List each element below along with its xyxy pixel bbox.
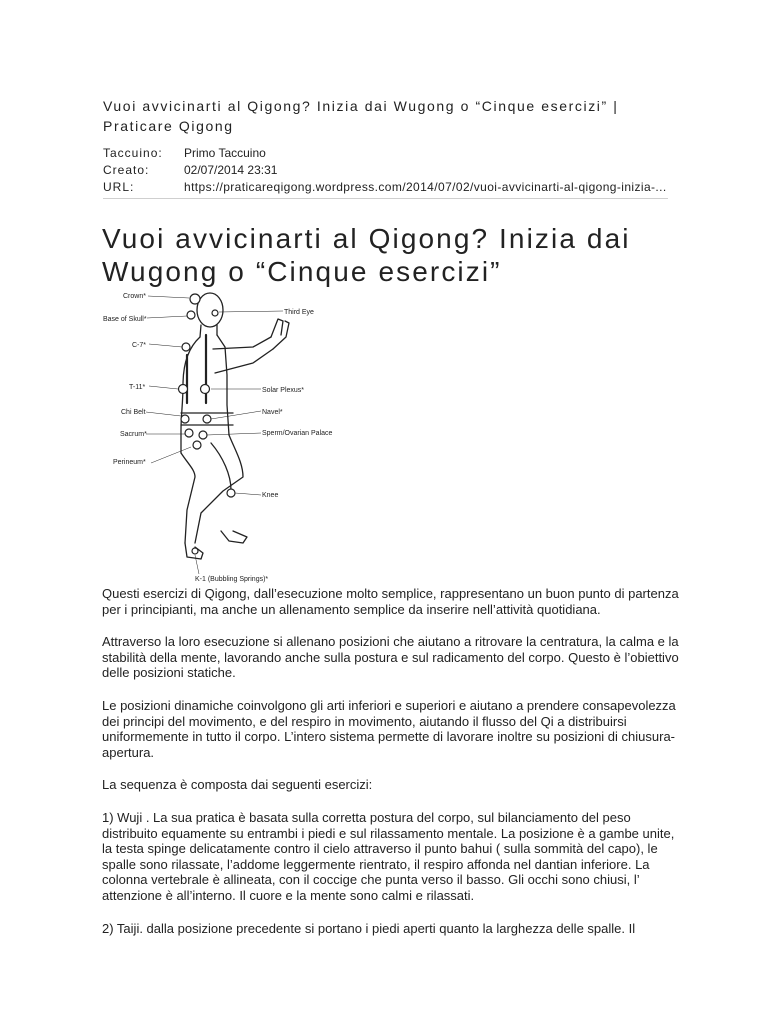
- label-base-of-skull: Base of Skull*: [103, 316, 147, 323]
- label-chi-belt: Chi Belt: [121, 409, 146, 416]
- meta-row-notebook: [103, 145, 668, 162]
- meta-row-created: [103, 162, 668, 179]
- paragraph-intro: Questi esercizi di Qigong, dall’esecuzione molto semplice, rappresentano un buon punto di partenza per i principianti, ma anche un allenamento semplice da inserire nell’attività quotidiana.: [102, 586, 679, 617]
- label-t11: T-11*: [129, 384, 146, 391]
- label-k1: K-1 (Bubbling Springs)*: [195, 576, 269, 583]
- body-diagram: [103, 285, 343, 585]
- paragraph-dynamic-positions: Le posizioni dinamiche coinvolgono gli arti inferiori e superiori e aiutano a prendere consapevolezza dei principi del movimento, e del respiro in movimento, aiutando il flusso del Qi a distribuirsi uniformemente in tutto il corpo. L’intero sistema permette di lavorare inoltre su posizioni di chiusura-apertura.: [102, 697, 676, 760]
- paragraph-static-positions: Attraverso la loro esecuzione si allenano posizioni che aiutano a ritrovare la centratura, la calma e la stabilità della mente, lavorando anche sulla postura e sul radicamento del corpo. Questo è l’obiettivo delle posizioni statiche.: [102, 634, 679, 681]
- label-third-eye: Third Eye: [284, 309, 314, 316]
- label-perineum: Perineum*: [113, 459, 146, 466]
- created-value: 02/07/2014 23:31: [184, 163, 278, 177]
- paragraph-sequence: La sequenza è composta dai seguenti esercizi:: [102, 777, 373, 793]
- label-navel: Navel*: [262, 409, 283, 416]
- document-title: Vuoi avvicinarti al Qigong? Inizia dai Wugong o “Cinque esercizi” | Praticare Qigong: [103, 98, 619, 134]
- label-sperm-palace: Sperm/Ovarian Palace: [262, 430, 333, 437]
- url-link[interactable]: https://praticareqigong.wordpress.com/2014/07/02/vuoi-avvicinarti-al-qigong-inizia-...: [184, 180, 667, 194]
- notebook-value: Primo Taccuino: [184, 146, 266, 160]
- article-body: [102, 586, 682, 953]
- article-title: Vuoi avvicinarti al Qigong? Inizia dai Wugong o “Cinque esercizi”: [102, 223, 631, 287]
- figure-outline: [181, 293, 289, 559]
- notebook-label: Taccuino:: [103, 146, 163, 160]
- meta-row-url: [103, 179, 668, 196]
- paragraph-taiji: 2) Taiji. dalla posizione precedente si portano i piedi aperti quanto la larghezza delle spalle. Il: [102, 920, 636, 936]
- label-sacrum: Sacrum*: [120, 431, 147, 438]
- created-label: Creato:: [103, 163, 150, 177]
- note-metadata: [103, 145, 668, 199]
- url-label: URL:: [103, 180, 135, 194]
- label-c7: C-7*: [132, 342, 147, 349]
- label-crown: Crown*: [123, 293, 146, 300]
- paragraph-wuji: 1) Wuji . La sua pratica è basata sulla corretta postura del corpo, sul bilanciamento del peso distribuito equamente su entrambi i piedi e sul rilassamento mentale. La posizione è a gambe unite, la testa spinge delicatamente contro il cielo attraverso il punto bahui ( sulla sommità del capo), le spalle sono rilassate, l’addome leggermente rientrato, il respiro affonda nel dantian inferiore. La colonna vertebrale è allineata, con il coccige che punta verso il basso. Gli occhi sono chiusi, l’ attenzione è all’interno. Il cuore e la mente sono calmi e rilassati.: [102, 809, 675, 903]
- label-knee: Knee: [262, 492, 279, 499]
- label-solar-plexus: Solar Plexus*: [262, 387, 305, 394]
- qigong-energy-points-figure: [103, 285, 343, 585]
